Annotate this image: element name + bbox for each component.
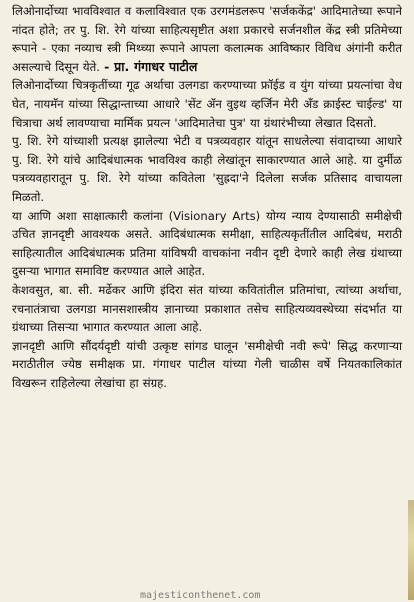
paragraph-poets: केशवसुत, बा. सी. मर्ढेकर आणि इंदिरा संत यांच्या कवितांतील प्रतिमांचा, त्यांच्या अर्थाचा, रचनातंत्राचा उलगडा मानसशास्त्रीय ज्ञानाच्या प्रकाशात तसेच साहित्यव्यवस्थेच्या संदर्भात या ग्रंथाच्या तिसऱ्या भागात करण्यात आला आहे. [12,282,402,335]
cover-edge-decoration [408,500,414,600]
watermark-text: majesticonthenet.com [140,590,261,601]
paragraph-visionary-arts: या आणि अशा साक्षात्कारी कलांना (Visionary Arts) योग्य न्याय देण्यासाठी समीक्षेची उचित ज्ञानदृष्टी आवश्यक असते. आदिबंधात्मक समीक्षा, साहित्यकृतींतील आदिबंध, मराठी साहित्यातील आदिबंधात्मक प्रतिमा यांविषयी वाचकांना नवीन दृष्टी देणारे काही लेख ग्रंथाच्या दुसऱ्या भागात समाविष्ट करण्यात आले आहेत. [12,208,402,279]
quote-author: - प्रा. गंगाधर पाटील [104,58,198,74]
paragraph-rege: पु. शि. रेगे यांच्याशी प्रत्यक्ष झालेल्या भेटी व पत्रव्यवहार यांतून साधलेल्या संवादाच्या आधारे पु. शि. रेगे यांचे आदिबंधात्मक भावविश्व काही लेखांतून साकारण्यात आले आहे. या दुर्मीळ पत्रव्यवहारातून पु. शि. रेगे यांच्या कवितेला 'सुह्रदा'ने दिलेला सर्जक प्रतिसाद वाचायला मिळतो. [12,134,402,204]
paragraph-intro [12,2,402,76]
paragraph-intro-text: लिओनार्दोच्या भावविश्वात व कलाविश्वात एक उरगमंडलरूप 'सर्जककेंद्र' आदिमातेच्या रूपाने नांदत होते; तर पु. शि. रेगे यांच्या साहित्यसृष्टीत अशा प्रकारचे सर्जनशील केंद्र स्त्री प्रतिमेच्या रूपाने - एका नव्याच स्त्री मिथ्च्या रूपाने आपला कलात्मक आविष्कार विविध अंगांनी करीत असल्याचे दिसून येते. [12,4,402,74]
paragraph-leonardo: लिओनार्दोच्या चित्रकृतींच्या गूढ अर्थाचा उलगडा करण्याच्या फ्रॉईड व युंग यांच्या प्रयत्नांचा वेध घेत, नायमॅन यांच्या सिद्धान्ताच्या आधारे 'सेंट ॲन वुइथ व्हर्जिन मेरी ॲंड क्राईस्ट चाईल्ड' या चित्राचा अर्थ लावण्याचा मार्मिक प्रयत्न 'आदिमातेचा पुत्र' या ग्रंथारंभीच्या लेखात दिसतो. [12,78,402,130]
paragraph-summary: ज्ञानदृष्टी आणि सौंदर्यदृष्टी यांची उत्कृष्ट सांगड घालून 'समीक्षेची नवी रूपे' सिद्ध करणाऱ्या मराठीतील ज्येष्ठ समीक्षक प्रा. गंगाधर पाटील यांच्या गेली चाळीस वर्षे नियतकालिकांत विखरून राहिलेल्या लेखांचा हा संग्रह. [12,338,402,390]
